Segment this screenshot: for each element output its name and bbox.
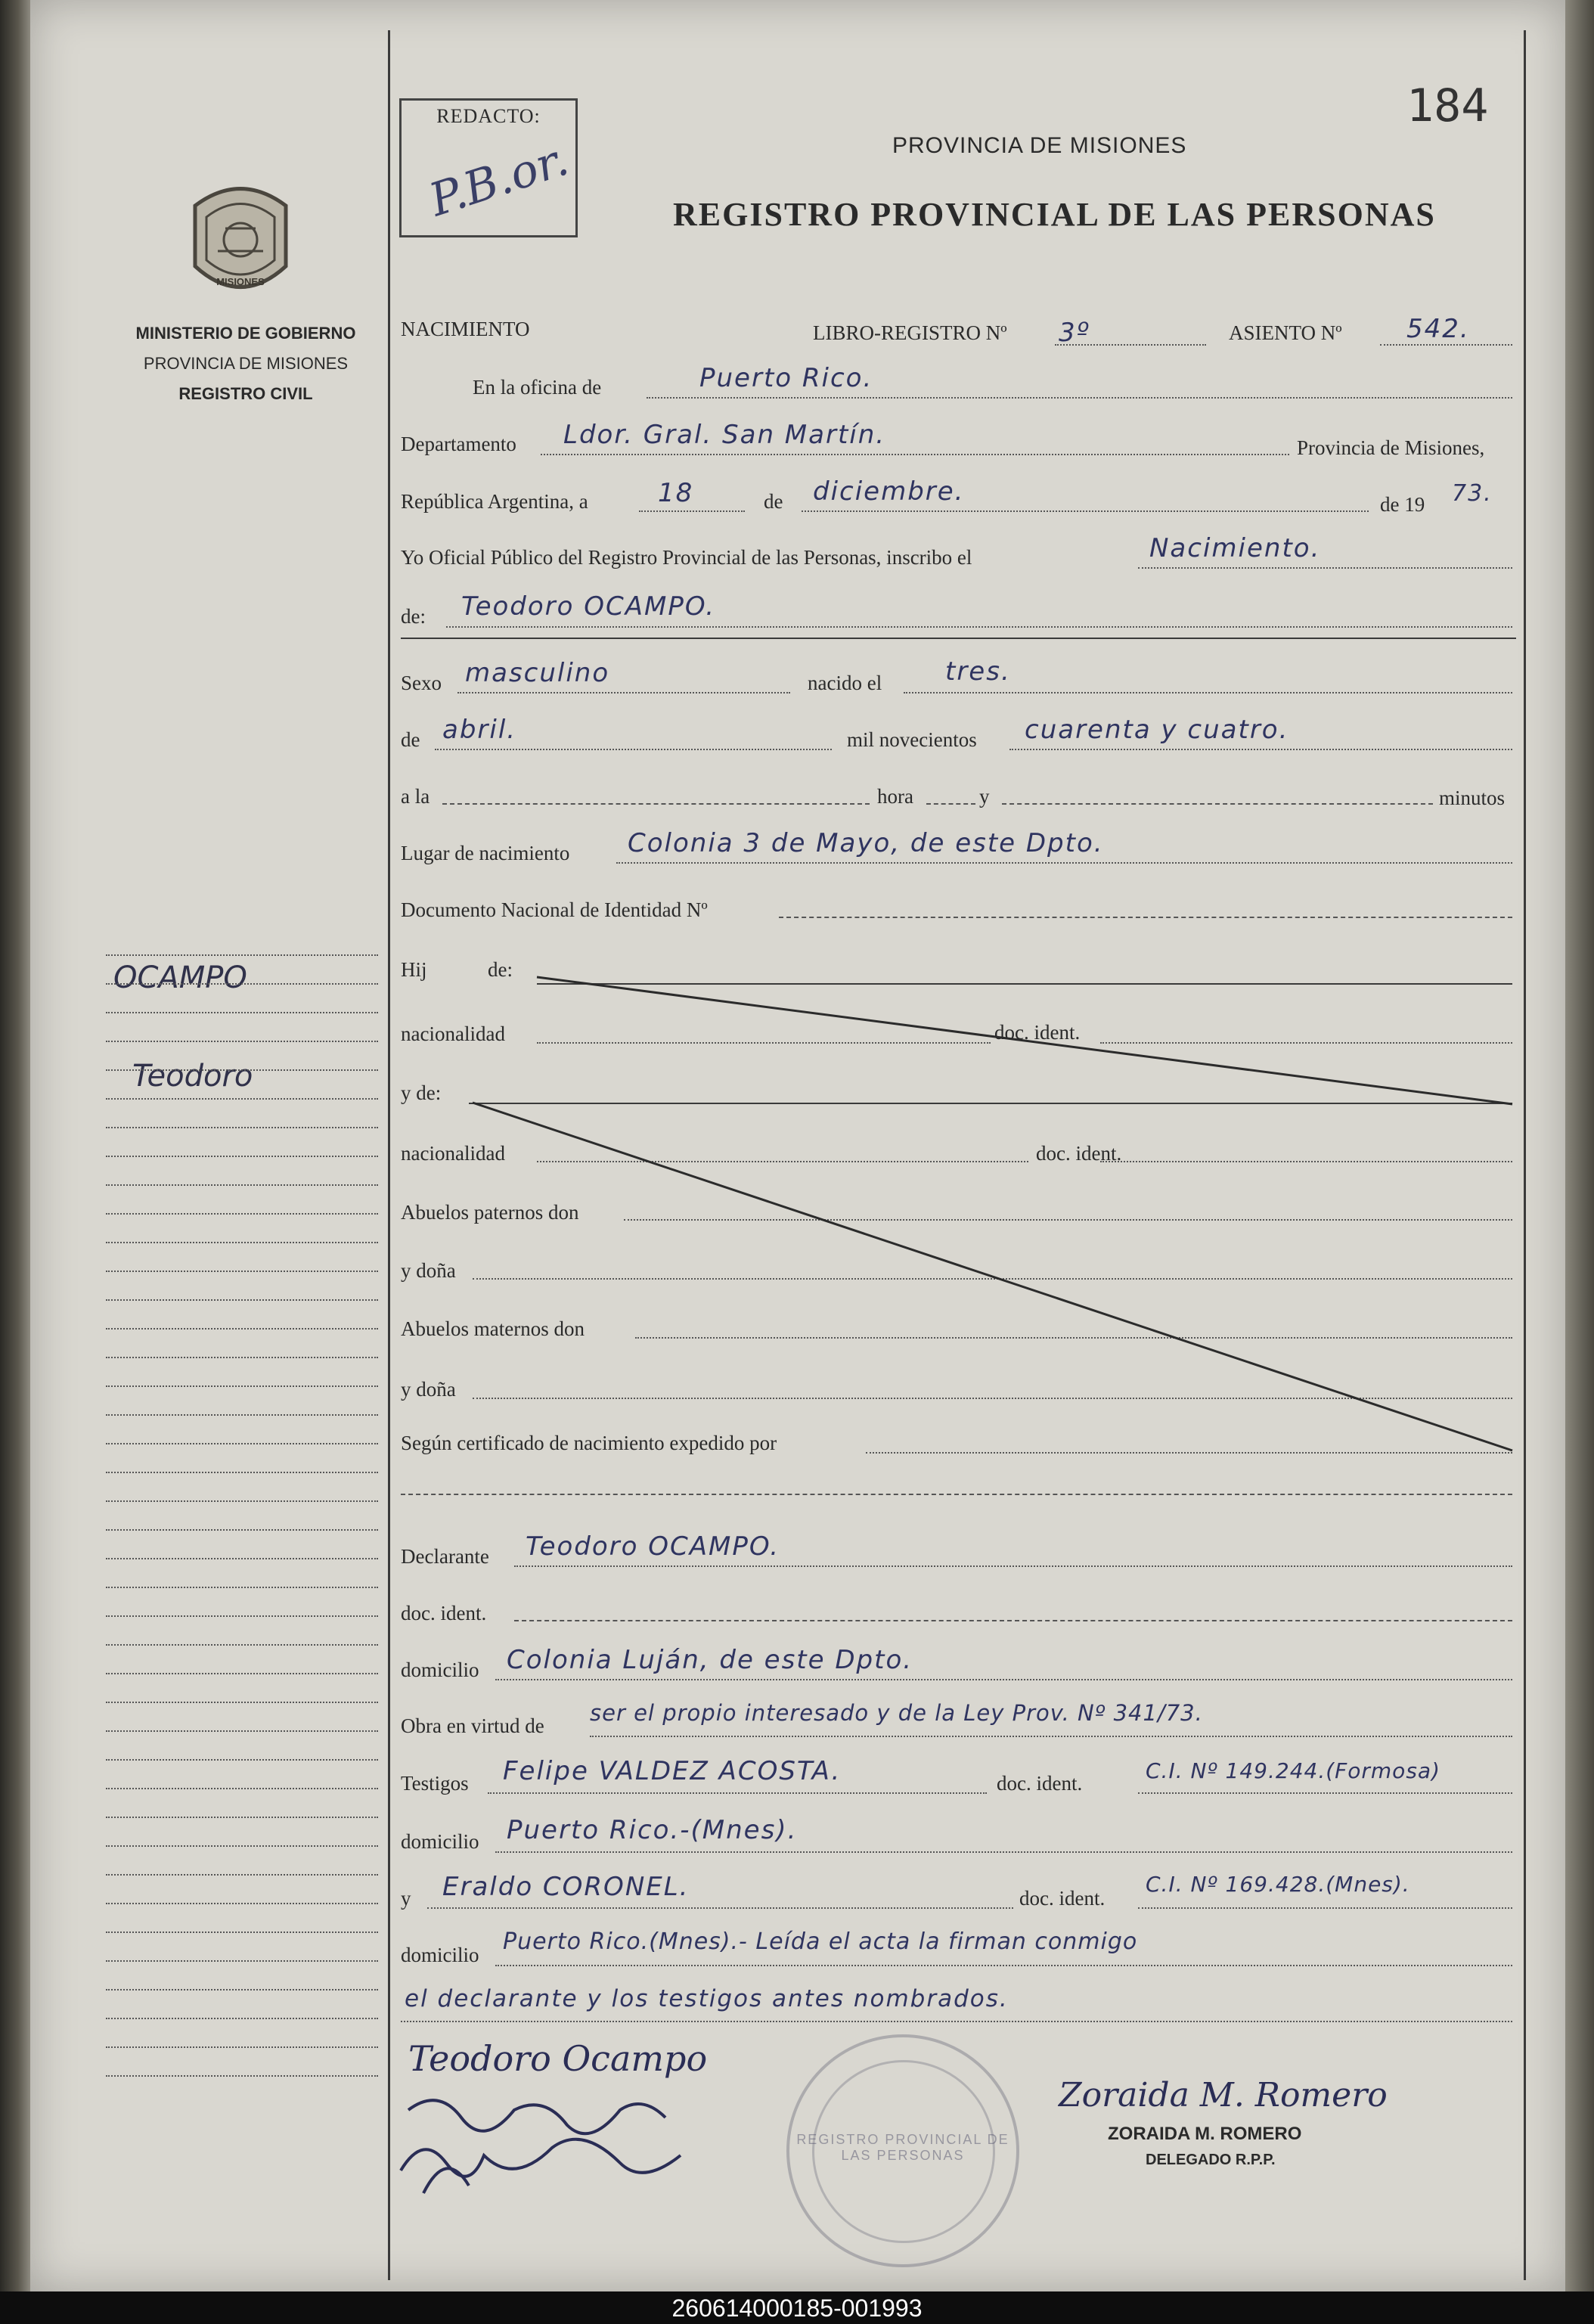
civil-registry-title: REGISTRO CIVIL [178,384,313,403]
dni-label: Documento Nacional de Identidad Nº [401,898,708,921]
sex-value: masculino [465,658,610,688]
day-value: 18 [658,478,694,508]
mat-grand-label: Abuelos maternos don [401,1317,585,1340]
official-name: ZORAIDA M. ROMERO [1108,2124,1302,2144]
pat-dona-label: y doña [401,1259,456,1282]
de-label: de [764,490,783,513]
official-title: DELEGADO R.P.P. [1146,2152,1276,2168]
official-round-stamp [786,2034,1019,2267]
declarant-label: Declarante [401,1545,489,1568]
declarant-signature: Teodoro Ocampo [408,2038,708,2079]
witness1-addr-label: domicilio [401,1830,479,1853]
virtue-label: Obra en virtud de [401,1714,544,1737]
index-surname: OCAMPO [113,960,247,995]
docident2-label: doc. ident. [1036,1142,1122,1165]
mat-dona-label: y doña [401,1378,456,1401]
witness1-doc-value: C.I. Nº 149.244.(Formosa) [1146,1758,1440,1783]
witness2-addr-label: domicilio [401,1944,479,1966]
and-of-label: y de: [401,1081,442,1104]
registry-heading: REGISTRO PROVINCIAL DE LAS PERSONAS [673,196,1436,233]
virtue-line [590,1736,1512,1737]
office-label: En la oficina de [473,376,602,399]
witness1-doc-line [1138,1792,1512,1794]
thousand-label: mil novecientos [847,728,977,751]
closing-line [401,2021,1512,2022]
index-given-name: Teodoro [132,1059,253,1094]
declarant-doc-line [514,1620,1512,1621]
entry-label: ASIENTO Nº [1229,321,1342,344]
witness2-doc-value: C.I. Nº 169.428.(Mnes). [1146,1872,1410,1897]
child-of-label: de: [488,958,513,981]
year-value: 73. [1452,480,1493,507]
nationality-label: nacionalidad [401,1022,505,1045]
witness-signatures-icon [393,2080,741,2201]
official-label: Yo Oficial Público del Registro Provincial de las Personas, inscribo el [401,546,972,569]
province-heading: PROVINCIA DE MISIONES [892,133,1187,158]
republic-label: República Argentina, a [401,490,588,513]
and-label: y [979,785,990,808]
minutes-label: minutos [1439,787,1506,809]
page-number: 184 [1406,79,1489,132]
hour-label: hora [877,785,913,808]
closing-value: el declarante y los testigos antes nombrados. [405,1985,1009,2012]
declarant-line [514,1565,1512,1567]
y-label: y [401,1887,411,1910]
address-label: domicilio [401,1658,479,1681]
province-suffix-label: Provincia de Misiones, [1297,436,1485,459]
de2-label: de [401,728,420,751]
province-title: PROVINCIA DE MISIONES [143,354,349,373]
witness2-addr-line [495,1965,1512,1966]
witness1-doc-label: doc. ident. [997,1772,1083,1795]
witness2-value: Eraldo CORONEL. [442,1872,690,1902]
virtue-value: ser el propio interesado y de la Ley Prov. Nº 341/73. [590,1700,1203,1726]
book-label: LIBRO-REGISTRO Nº [813,321,1007,344]
redacto-label: REDACTO: [436,105,541,127]
person-value: Teodoro OCAMPO. [461,591,716,622]
witness1-addr-line [495,1851,1512,1853]
witness-label: Testigos [401,1772,469,1795]
child-label: Hij [401,958,427,981]
born-day-value: tres. [945,656,1011,687]
docident-label: doc. ident. [994,1021,1081,1044]
year-label: de 19 [1380,493,1425,516]
witness1-line [488,1792,987,1794]
official-signature: Zoraida M. Romero [1059,2076,1388,2115]
witness2-line [427,1907,1013,1909]
cert-label: Según certificado de nacimiento expedido por [401,1432,777,1454]
seal-text: MISIONES [216,276,265,287]
born-label: nacido el [808,672,882,694]
place-label: Lugar de nacimiento [401,842,570,864]
official-value: Nacimiento. [1149,533,1321,563]
at-label: a la [401,785,430,808]
place-value: Colonia 3 de Mayo, de este Dpto. [628,828,1104,858]
witness2-addr-value: Puerto Rico.(Mnes).- Leída el acta la firman conmigo [503,1928,1138,1955]
witness1-addr-value: Puerto Rico.-(Mnes). [507,1815,798,1845]
pat-grand-label: Abuelos paternos don [401,1201,579,1224]
witness1-value: Felipe VALDEZ ACOSTA. [503,1756,842,1786]
nationality2-label: nacionalidad [401,1142,505,1165]
born-year-value: cuarenta y cuatro. [1025,715,1289,745]
round-stamp-text: REGISTRO PROVINCIAL DE LAS PERSONAS [796,2132,1009,2163]
entry-value: 542. [1406,314,1470,344]
of-label: de: [401,605,426,628]
witness2-doc-line [1138,1907,1512,1909]
declarant-value: Teodoro OCAMPO. [526,1531,780,1562]
record-type-label: NACIMIENTO [401,318,530,340]
month-value: diciembre. [813,476,965,507]
declarant-doc-label: doc. ident. [401,1602,487,1624]
ministry-title: MINISTERIO DE GOBIERNO [135,324,356,343]
office-value: Puerto Rico. [699,363,873,393]
dept-label: Departamento [401,433,516,455]
book-value: 3º [1059,318,1090,348]
witness2-doc-label: doc. ident. [1019,1887,1106,1910]
redacto-signature: P.B.or. [423,132,575,228]
sex-label: Sexo [401,672,442,694]
address-value: Colonia Luján, de este Dpto. [507,1645,913,1675]
image-id: 260614000185-001993 [671,2295,923,2322]
address-line [495,1679,1512,1680]
dept-value: Ldor. Gral. San Martín. [563,420,886,450]
born-month-value: abril. [442,715,517,745]
